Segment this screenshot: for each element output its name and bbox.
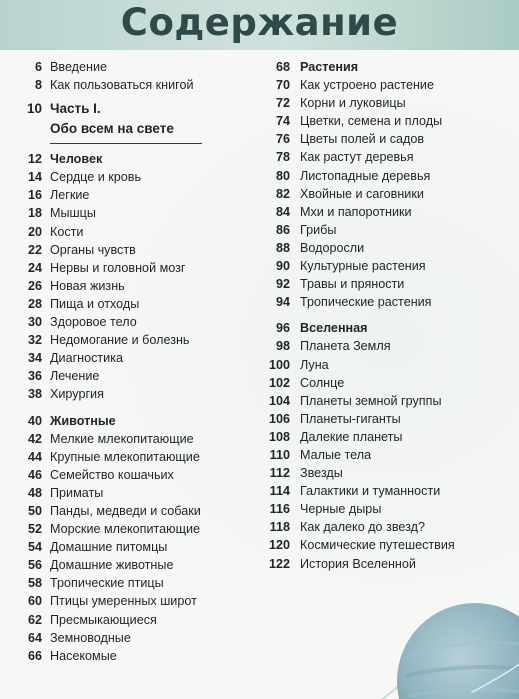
toc-entry[interactable] (262, 518, 507, 536)
toc-entry[interactable] (18, 466, 188, 484)
toc-page-number: 100 (268, 357, 290, 372)
part-underline (50, 143, 202, 144)
toc-page-number: 54 (27, 540, 42, 555)
toc-page-number: 98 (275, 339, 290, 354)
toc-title: Корни и луковицы (300, 96, 406, 111)
toc-page-number: 78 (275, 150, 290, 165)
toc-entry[interactable] (18, 611, 188, 629)
toc-page-number: 32 (27, 333, 42, 348)
toc-title: Планеты земной группы (300, 393, 442, 408)
toc-entry[interactable] (18, 592, 197, 610)
toc-title: Приматы (50, 485, 104, 500)
toc-title: Мелкие млекопитающие (50, 431, 194, 446)
section-heading-title: Вселенная (300, 321, 368, 336)
section-heading[interactable] (18, 412, 188, 430)
toc-page-number: 50 (27, 503, 42, 518)
toc-page-number: 118 (269, 520, 290, 535)
toc-page-number: 80 (275, 168, 290, 183)
toc-page-number: 70 (275, 78, 290, 93)
toc-title: Недомогание и болезнь (50, 333, 190, 348)
section-heading-title: Животные (50, 413, 116, 428)
toc-title: Водоросли (300, 240, 365, 255)
toc-page-number: 18 (27, 206, 42, 221)
toc-title: Лечение (50, 369, 100, 384)
toc-entry[interactable] (18, 448, 200, 466)
section-heading[interactable] (262, 319, 507, 337)
toc-title: Насекомые (50, 648, 117, 663)
toc-title: Мышцы (50, 206, 96, 221)
toc-page-number: 106 (268, 411, 290, 426)
toc-page-number: 12 (27, 152, 42, 167)
toc-page-number: 38 (27, 387, 42, 402)
toc-title: Семейство кошачьих (50, 467, 174, 482)
toc-title: Солнце (300, 375, 345, 390)
toc-title: Хирургия (50, 387, 104, 402)
toc-entry[interactable] (18, 223, 188, 241)
toc-page-number: 24 (27, 260, 42, 275)
toc-title: Крупные млекопитающие (50, 449, 200, 464)
planet-with-rings-icon (380, 576, 519, 699)
toc-entry[interactable] (262, 257, 507, 275)
toc-entry[interactable] (262, 392, 507, 410)
toc-title: Новая жизнь (50, 278, 125, 293)
toc-page-number: 40 (27, 413, 42, 428)
toc-page-number: 28 (27, 296, 42, 311)
toc-title: Далекие планеты (300, 429, 403, 444)
toc-title: Здоровое тело (50, 315, 137, 330)
toc-entry[interactable] (262, 428, 507, 446)
toc-entry[interactable] (18, 313, 188, 331)
toc-page-number: 36 (27, 369, 42, 384)
toc-entry[interactable] (18, 520, 200, 538)
toc-page-number: 122 (268, 556, 290, 571)
section-gap (262, 311, 507, 319)
part-page-number: 10 (26, 101, 42, 117)
toc-page-number: 82 (275, 186, 290, 201)
toc-title: Пресмыкающиеся (50, 612, 157, 627)
toc-entry[interactable] (18, 259, 188, 277)
toc-page-number: 74 (275, 114, 290, 129)
toc-title: Тропические растения (300, 295, 432, 310)
toc-page-number: 44 (27, 449, 42, 464)
toc-entry[interactable] (262, 337, 507, 355)
toc-entry[interactable] (18, 168, 188, 186)
toc-entry[interactable] (18, 277, 188, 295)
toc-title: Морские млекопитающие (50, 522, 200, 537)
toc-page-number: 120 (268, 538, 290, 553)
toc-entry[interactable] (262, 410, 507, 428)
toc-title: Сердце и кровь (50, 170, 142, 185)
toc-page-number: 30 (27, 315, 42, 330)
section-heading-title: Растения (300, 60, 359, 74)
toc-entry[interactable] (18, 204, 188, 222)
toc-entry[interactable] (262, 293, 507, 311)
toc-page-number: 108 (268, 429, 290, 444)
toc-entry[interactable] (18, 538, 188, 556)
toc-title: Пища и отходы (50, 296, 140, 311)
toc-title: Планеты-гиганты (300, 411, 401, 426)
toc-page-number: 58 (27, 576, 42, 591)
toc-page-number: 14 (27, 170, 42, 185)
toc-title: Черные дыры (300, 502, 382, 517)
toc-entry[interactable] (18, 241, 188, 259)
toc-entry[interactable] (18, 295, 188, 313)
part-title-line2: Обо всем на свете (50, 121, 174, 137)
toc-entry[interactable] (262, 482, 507, 500)
toc-entry[interactable] (18, 186, 188, 204)
toc-entry[interactable] (262, 185, 507, 203)
toc-entry[interactable] (262, 167, 507, 185)
toc-right-column (262, 58, 507, 573)
toc-title: Земноводные (50, 630, 131, 645)
toc-entry[interactable] (262, 76, 507, 94)
toc-page-number: 114 (269, 484, 290, 499)
toc-title: Кости (50, 224, 84, 239)
toc-entry[interactable] (262, 112, 507, 130)
toc-page-number: 20 (27, 224, 42, 239)
toc-page-number: 66 (27, 648, 42, 663)
toc-page-number: 116 (269, 502, 290, 517)
toc-entry[interactable] (18, 76, 194, 94)
toc-page-number: 42 (27, 431, 42, 446)
section-heading[interactable] (262, 58, 507, 76)
toc-page-number: 16 (27, 188, 42, 203)
toc-entry[interactable] (18, 430, 194, 448)
toc-page-number: 26 (27, 278, 42, 293)
toc-page-number: 86 (275, 222, 290, 237)
toc-entry[interactable] (18, 502, 201, 520)
toc-entry[interactable] (18, 385, 188, 403)
toc-title: Органы чувств (50, 242, 136, 257)
toc-title: Грибы (300, 222, 337, 237)
toc-page-number: 62 (27, 612, 42, 627)
toc-entry[interactable] (18, 349, 188, 367)
toc-page-number: 22 (27, 242, 42, 257)
page-header (0, 0, 519, 50)
toc-title: Домашние питомцы (50, 540, 168, 555)
toc-page-number: 88 (275, 240, 290, 255)
toc-entry[interactable] (262, 239, 507, 257)
section-heading[interactable] (18, 150, 188, 168)
toc-title: Космические путешествия (300, 538, 455, 553)
page-title: Содержание (120, 1, 399, 44)
toc-title: Как далеко до звезд? (300, 520, 425, 535)
toc-title: Луна (300, 357, 329, 372)
toc-entry[interactable] (262, 203, 507, 221)
toc-title: Листопадные деревья (300, 168, 431, 183)
toc-entry[interactable] (262, 446, 507, 464)
toc-page-number: 56 (27, 558, 42, 573)
part-heading[interactable] (18, 99, 188, 144)
toc-entry[interactable] (18, 331, 188, 349)
toc-entry[interactable] (262, 555, 507, 573)
toc-page-number: 68 (275, 60, 290, 74)
toc-title: Хвойные и саговники (300, 186, 424, 201)
toc-title: Как растут деревья (300, 150, 414, 165)
toc-title: Диагностика (50, 351, 124, 366)
toc-page-number: 76 (275, 132, 290, 147)
toc-title: Нервы и головной мозг (50, 260, 186, 275)
toc-page-number: 60 (27, 594, 42, 609)
toc-page-number: 90 (275, 259, 290, 274)
toc-page-number: 94 (275, 295, 290, 310)
toc-entry[interactable] (18, 484, 188, 502)
toc-title: Галактики и туманности (300, 484, 441, 499)
toc-title: Цветы полей и садов (300, 132, 425, 147)
toc-page-number: 52 (27, 522, 42, 537)
toc-page-number: 72 (275, 96, 290, 111)
toc-page-number: 102 (268, 375, 290, 390)
toc-entry[interactable] (262, 94, 507, 112)
toc-entry[interactable] (18, 58, 188, 76)
toc-entry[interactable] (18, 647, 188, 665)
toc-title: Домашние животные (50, 558, 174, 573)
toc-title: Легкие (50, 188, 90, 203)
toc-page-number: 8 (34, 78, 42, 93)
toc-title: Планета Земля (300, 339, 391, 354)
toc-page-number: 6 (34, 60, 42, 74)
toc-title: История Вселенной (300, 556, 416, 571)
toc-entry[interactable] (18, 629, 188, 647)
toc-title: Панды, медведи и собаки (50, 503, 201, 518)
toc-title: Малые тела (300, 447, 372, 462)
toc-page-number: 64 (27, 630, 42, 645)
toc-title: Мхи и папоротники (300, 204, 412, 219)
toc-entry[interactable] (262, 221, 507, 239)
toc-entry[interactable] (18, 556, 188, 574)
toc-page-number: 104 (268, 393, 290, 408)
toc-entry[interactable] (18, 367, 188, 385)
toc-page-number: 110 (269, 447, 290, 462)
toc-page-number: 96 (275, 321, 290, 336)
toc-entry[interactable] (262, 374, 507, 392)
toc-page-number: 46 (27, 467, 42, 482)
toc-left-column (18, 58, 201, 665)
toc-title: Тропические птицы (50, 576, 164, 591)
toc-entry[interactable] (262, 536, 507, 554)
toc-entry[interactable] (262, 356, 507, 374)
toc-page-number: 84 (275, 204, 290, 219)
toc-title: Как устроено растение (300, 78, 434, 93)
toc-title: Птицы умеренных широт (50, 594, 197, 609)
section-gap (18, 404, 188, 412)
toc-entry[interactable] (262, 275, 507, 293)
toc-title: Введение (50, 60, 108, 74)
toc-title: Культурные растения (300, 259, 426, 274)
toc-title: Травы и пряности (300, 277, 405, 292)
part-title-line1: Часть I. (50, 101, 101, 117)
toc-entry[interactable] (262, 130, 507, 148)
toc-page-number: 34 (27, 351, 42, 366)
toc-title: Как пользоваться книгой (50, 78, 194, 93)
toc-page-number: 48 (27, 485, 42, 500)
toc-entry[interactable] (262, 500, 507, 518)
section-heading-title: Человек (50, 152, 103, 167)
toc-page-number: 92 (275, 277, 290, 292)
toc-title: Звезды (300, 466, 343, 481)
toc-entry[interactable] (262, 464, 507, 482)
toc-page-number: 112 (269, 466, 290, 481)
toc-title: Цветки, семена и плоды (300, 114, 443, 129)
toc-entry[interactable] (18, 574, 188, 592)
toc-entry[interactable] (262, 148, 507, 166)
